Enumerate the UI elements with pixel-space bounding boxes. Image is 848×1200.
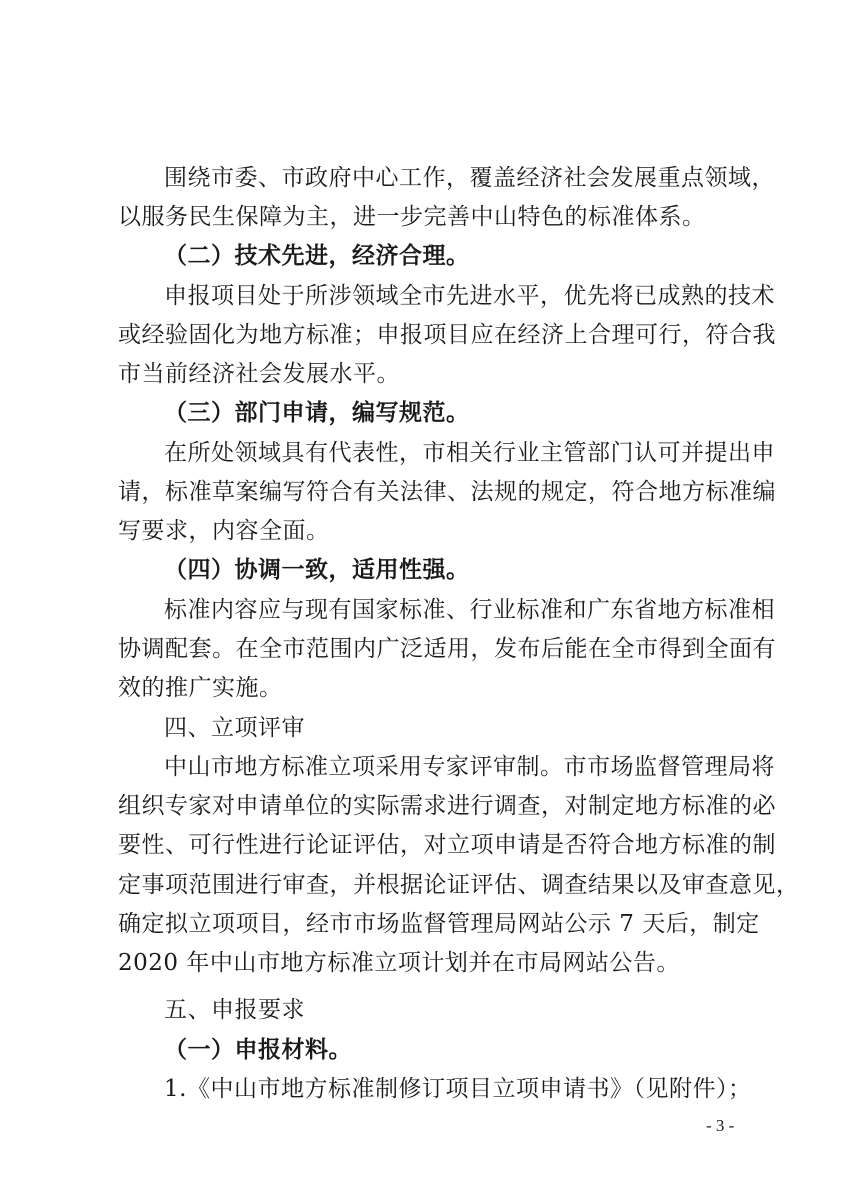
paragraph-line: 要性、可行性进行论证评估，对立项申请是否符合地方标准的制: [118, 832, 776, 858]
list-item: 1.《中山市地方标准制修订项目立项申请书》（见附件）；: [164, 1076, 752, 1102]
section-heading: （四）协调一致，适用性强。: [164, 557, 470, 583]
paragraph-line: 协调配套。在全市范围内广泛适用，发布后能在全市得到全面有: [118, 636, 776, 662]
paragraph-line: 中山市地方标准立项采用专家评审制。市市场监督管理局将: [164, 754, 775, 780]
paragraph-line: 或经验固化为地方标准；申报项目应在经济上合理可行，符合我: [118, 322, 776, 348]
paragraph-line: 以服务民生保障为主，进一步完善中山特色的标准体系。: [118, 204, 706, 230]
paragraph-line: 请，标准草案编写符合有关法律、法规的规定，符合地方标准编: [118, 479, 776, 505]
chapter-heading: 四、立项评审: [164, 715, 305, 741]
section-heading: （二）技术先进，经济合理。: [164, 243, 470, 269]
paragraph-line: 确定拟立项项目，经市市场监督管理局网站公示 7 天后，制定: [118, 911, 760, 937]
chapter-heading: 五、申报要求: [164, 997, 305, 1023]
paragraph-line: 2020 年中山市地方标准立项计划并在市局网站公告。: [118, 950, 680, 976]
paragraph-line: 标准内容应与现有国家标准、行业标准和广东省地方标准相: [164, 597, 775, 623]
paragraph-line: 申报项目处于所涉领域全市先进水平，优先将已成熟的技术: [164, 283, 775, 309]
paragraph-line: 定事项范围进行审查，并根据论证评估、调查结果以及审查意见，: [118, 872, 800, 898]
paragraph-line: 在所处领域具有代表性，市相关行业主管部门认可并提出申: [164, 440, 775, 466]
paragraph-line: 市当前经济社会发展水平。: [118, 361, 400, 387]
paragraph-line: 组织专家对申请单位的实际需求进行调查，对制定地方标准的必: [118, 793, 776, 819]
section-heading: （三）部门申请，编写规范。: [164, 400, 470, 426]
paragraph-line: 写要求，内容全面。: [118, 518, 330, 544]
paragraph-line: 效的推广实施。: [118, 675, 283, 701]
paragraph-line: 围绕市委、市政府中心工作，覆盖经济社会发展重点领域，: [164, 165, 775, 191]
section-heading: （一）申报材料。: [164, 1037, 352, 1063]
page-number: - 3 -: [706, 1116, 735, 1135]
